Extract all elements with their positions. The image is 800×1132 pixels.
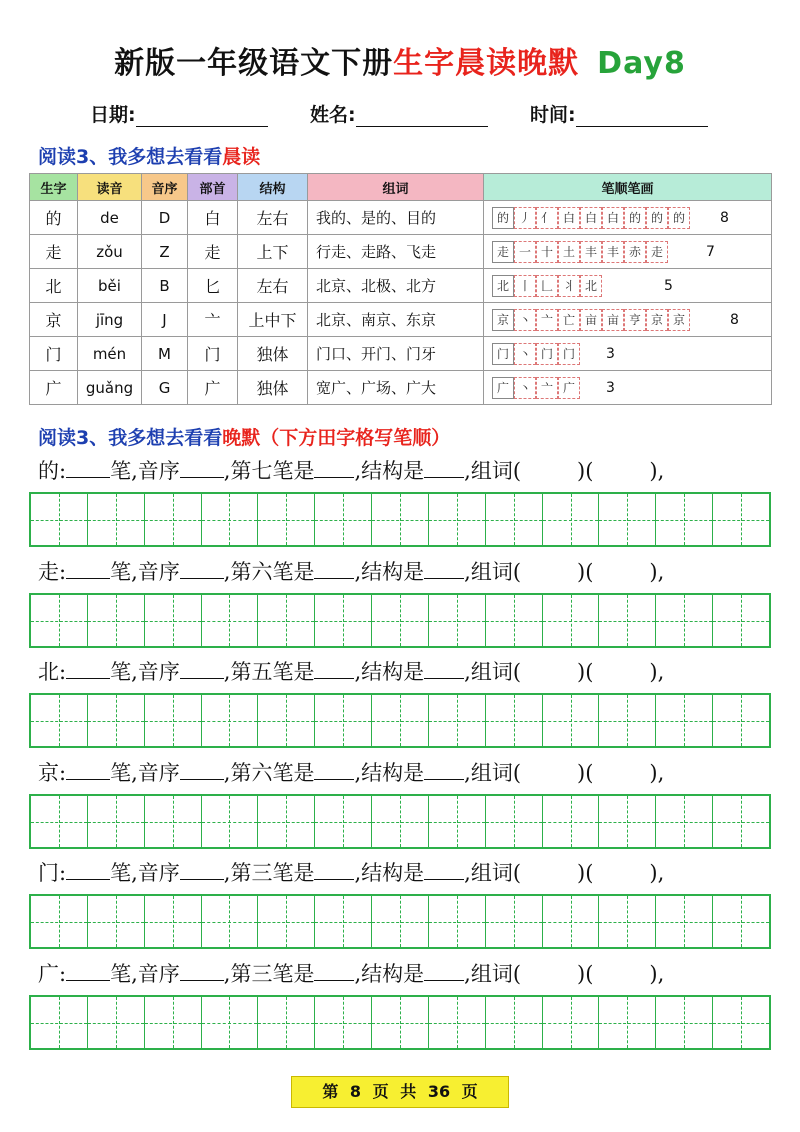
blank-seq[interactable] [180, 857, 224, 880]
section1-prefix: 阅读3、我多想去看看 [38, 146, 223, 168]
header-seq: 音序 [142, 174, 188, 201]
tianzige-cell[interactable] [713, 997, 769, 1048]
title-part1: 新版一年级语文下册 [114, 46, 394, 81]
stroke-box: 丿 [514, 207, 536, 229]
tianzige-cell[interactable] [202, 796, 259, 847]
cell-seq: B [142, 269, 188, 303]
blank-structure[interactable] [424, 757, 464, 780]
cell-char: 北 [30, 269, 78, 303]
tianzige-cell[interactable] [656, 595, 713, 646]
table-row [30, 303, 772, 337]
cell-stroke-order [484, 371, 772, 405]
tianzige-cell[interactable] [88, 595, 145, 646]
title-part2: 生字晨读晚默 [393, 46, 580, 81]
stroke-box: 北 [580, 275, 602, 297]
table-header-row [30, 174, 772, 201]
tianzige-cell[interactable] [88, 695, 145, 746]
stroke-box: 的 [646, 207, 668, 229]
tianzige-cell[interactable] [258, 796, 315, 847]
stroke-box: 亩 [602, 309, 624, 331]
stroke-box: 赤 [624, 241, 646, 263]
section1-highlight: 晨读 [222, 146, 261, 168]
label-colon: : [59, 660, 67, 684]
stroke-box: 一 [514, 241, 536, 263]
label-words: ,组词( [464, 861, 522, 885]
tianzige-cell[interactable] [202, 595, 259, 646]
tianzige-cell[interactable] [486, 896, 543, 947]
stroke-box: 亡 [558, 309, 580, 331]
stroke-box: 广 [492, 377, 514, 399]
cell-char: 的 [30, 201, 78, 235]
cell-pinyin: de [78, 201, 142, 235]
cell-seq: M [142, 337, 188, 371]
blank-stroke-count[interactable] [66, 556, 110, 579]
label-strokes: 笔,音序 [110, 761, 180, 785]
blank-stroke-count[interactable] [66, 958, 110, 981]
stroke-box: 亨 [624, 309, 646, 331]
cell-words: 门口、开门、门牙 [308, 337, 484, 371]
cell-pinyin: mén [78, 337, 142, 371]
tianzige-cell[interactable] [258, 997, 315, 1048]
cell-words: 我的、是的、目的 [308, 201, 484, 235]
label-structure: ,结构是 [354, 459, 425, 483]
tianzige-cell[interactable] [372, 695, 429, 746]
date-field[interactable] [90, 100, 268, 127]
name-label: 姓名: [310, 104, 356, 126]
title-day: Day8 [597, 46, 686, 81]
tianzige-cell[interactable] [713, 494, 769, 545]
stroke-box: 亻 [536, 207, 558, 229]
blank-structure[interactable] [424, 958, 464, 981]
table-row [30, 371, 772, 405]
label-strokes: 笔,音序 [110, 660, 180, 684]
label-words: ,组词( [464, 459, 522, 483]
stroke-box: 丨 [514, 275, 536, 297]
name-blank[interactable] [356, 104, 488, 127]
label-nth-stroke: 第七笔是 [230, 459, 315, 483]
time-blank[interactable] [576, 104, 708, 127]
tianzige-cell[interactable] [372, 896, 429, 947]
section-evening-heading [38, 423, 450, 450]
tianzige-cell[interactable] [315, 595, 372, 646]
blank-seq[interactable] [180, 757, 224, 780]
character-table [29, 173, 772, 405]
cell-radical: 亠 [188, 303, 238, 337]
blank-nth-stroke[interactable] [314, 556, 354, 579]
cell-seq: G [142, 371, 188, 405]
tianzige-cell[interactable] [315, 896, 372, 947]
label-paren-end: ), [649, 861, 665, 885]
cell-stroke-order [484, 337, 772, 371]
stroke-box: 京 [668, 309, 690, 331]
tianzige-cell[interactable] [31, 695, 88, 746]
blank-structure[interactable] [424, 556, 464, 579]
tianzige-cell[interactable] [315, 494, 372, 545]
cell-stroke-order [484, 235, 772, 269]
tianzige-cell[interactable] [145, 796, 202, 847]
label-strokes: 笔,音序 [110, 861, 180, 885]
label-paren-mid: )( [577, 962, 594, 986]
table-row [30, 201, 772, 235]
stroke-box: 土 [558, 241, 580, 263]
tianzige-cell[interactable] [656, 796, 713, 847]
tianzige-cell[interactable] [713, 595, 769, 646]
blank-stroke-count[interactable] [66, 656, 110, 679]
label-paren-mid: )( [577, 761, 594, 785]
cell-char: 广 [30, 371, 78, 405]
label-paren-end: ), [649, 660, 665, 684]
label-comma: , [223, 560, 231, 584]
page-title [0, 38, 800, 82]
stroke-box: 丶 [514, 309, 536, 331]
footer-text-4: 页 [461, 1082, 478, 1101]
label-nth-stroke: 第六笔是 [230, 560, 315, 584]
tianzige-cell[interactable] [202, 997, 259, 1048]
cell-words: 宽广、广场、广大 [308, 371, 484, 405]
tianzige-cell[interactable] [258, 695, 315, 746]
table-row [30, 235, 772, 269]
footer-page-number: 8 [349, 1082, 362, 1101]
cell-structure: 独体 [238, 337, 308, 371]
tianzige-cell[interactable] [88, 997, 145, 1048]
stroke-box: 丶 [514, 377, 536, 399]
header-structure: 结构 [238, 174, 308, 201]
label-structure: ,结构是 [354, 660, 425, 684]
label-paren-mid: )( [577, 861, 594, 885]
label-paren-end: ), [649, 962, 665, 986]
practice-question [38, 857, 664, 887]
tianzige-cell[interactable] [486, 494, 543, 545]
cell-radical: 门 [188, 337, 238, 371]
stroke-count: 5 [664, 278, 673, 294]
tianzige-cell[interactable] [429, 695, 486, 746]
footer-text-3: 共 [400, 1082, 417, 1101]
practice-char: 广 [38, 962, 59, 986]
stroke-box: 走 [646, 241, 668, 263]
blank-stroke-count[interactable] [66, 455, 110, 478]
blank-nth-stroke[interactable] [314, 656, 354, 679]
label-structure: ,结构是 [354, 861, 425, 885]
tianzige-cell[interactable] [145, 595, 202, 646]
cell-char: 京 [30, 303, 78, 337]
tianzige-cell[interactable] [372, 997, 429, 1048]
tianzige-cell[interactable] [656, 494, 713, 545]
time-field[interactable] [530, 100, 708, 127]
label-strokes: 笔,音序 [110, 962, 180, 986]
footer-text-1: 第 [322, 1082, 339, 1101]
label-nth-stroke: 第五笔是 [230, 660, 315, 684]
stroke-box: 亠 [536, 309, 558, 331]
tianzige-cell[interactable] [315, 695, 372, 746]
date-label: 日期: [90, 104, 136, 126]
label-structure: ,结构是 [354, 962, 425, 986]
stroke-box: 的 [668, 207, 690, 229]
cell-pinyin: běi [78, 269, 142, 303]
tianzige-cell[interactable] [372, 796, 429, 847]
tianzige-cell[interactable] [31, 595, 88, 646]
practice-question [38, 757, 664, 787]
stroke-box: 丬 [558, 275, 580, 297]
cell-char: 走 [30, 235, 78, 269]
label-comma: , [223, 761, 231, 785]
cell-radical: 广 [188, 371, 238, 405]
cell-words: 行走、走路、飞走 [308, 235, 484, 269]
stroke-box: 的 [624, 207, 646, 229]
tianzige-cell[interactable] [486, 796, 543, 847]
blank-seq[interactable] [180, 958, 224, 981]
tianzige-cell[interactable] [543, 796, 600, 847]
tianzige-cell[interactable] [599, 896, 656, 947]
label-structure: ,结构是 [354, 761, 425, 785]
label-words: ,组词( [464, 660, 522, 684]
practice-question [38, 656, 664, 686]
tianzige-cell[interactable] [599, 695, 656, 746]
time-label: 时间: [530, 104, 576, 126]
blank-nth-stroke[interactable] [314, 857, 354, 880]
tianzige-cell[interactable] [543, 494, 600, 545]
page-footer [291, 1076, 509, 1108]
tianzige-cell[interactable] [713, 896, 769, 947]
practice-char: 京 [38, 761, 59, 785]
tianzige-cell[interactable] [315, 796, 372, 847]
tianzige-cell[interactable] [429, 997, 486, 1048]
label-comma: , [223, 459, 231, 483]
tianzige-cell[interactable] [543, 997, 600, 1048]
tianzige-cell[interactable] [145, 494, 202, 545]
label-colon: : [59, 560, 67, 584]
label-structure: ,结构是 [354, 560, 425, 584]
stroke-count: 7 [706, 244, 715, 260]
cell-seq: Z [142, 235, 188, 269]
tianzige-cell[interactable] [315, 997, 372, 1048]
label-strokes: 笔,音序 [110, 459, 180, 483]
tianzige-cell[interactable] [258, 494, 315, 545]
blank-structure[interactable] [424, 656, 464, 679]
header-char: 生字 [30, 174, 78, 201]
label-comma: , [223, 660, 231, 684]
tianzige-cell[interactable] [713, 796, 769, 847]
stroke-box: 白 [558, 207, 580, 229]
footer-total-pages: 36 [427, 1082, 451, 1101]
label-nth-stroke: 第三笔是 [230, 962, 315, 986]
blank-stroke-count[interactable] [66, 757, 110, 780]
tianzige-cell[interactable] [145, 695, 202, 746]
label-words: ,组词( [464, 761, 522, 785]
stroke-box: 丶 [514, 343, 536, 365]
stroke-box: 丰 [602, 241, 624, 263]
tianzige-cell[interactable] [258, 896, 315, 947]
tianzige-cell[interactable] [372, 494, 429, 545]
tianzige-cell[interactable] [656, 997, 713, 1048]
header-pinyin: 读音 [78, 174, 142, 201]
stroke-box: 门 [536, 343, 558, 365]
cell-pinyin: zǒu [78, 235, 142, 269]
stroke-box: 京 [492, 309, 514, 331]
section2-highlight: 晚默（下方田字格写笔顺） [222, 427, 451, 449]
tianzige-cell[interactable] [31, 997, 88, 1048]
label-words: ,组词( [464, 962, 522, 986]
stroke-box: 十 [536, 241, 558, 263]
info-line [0, 100, 800, 130]
header-strokes: 笔顺笔画 [484, 174, 772, 201]
label-strokes: 笔,音序 [110, 560, 180, 584]
name-field[interactable] [310, 100, 488, 127]
stroke-box: 丰 [580, 241, 602, 263]
blank-seq[interactable] [180, 556, 224, 579]
tianzige-grid [29, 492, 771, 547]
tianzige-cell[interactable] [31, 796, 88, 847]
tianzige-cell[interactable] [429, 796, 486, 847]
tianzige-cell[interactable] [486, 695, 543, 746]
label-comma: , [223, 962, 231, 986]
blank-structure[interactable] [424, 455, 464, 478]
blank-nth-stroke[interactable] [314, 455, 354, 478]
tianzige-cell[interactable] [88, 896, 145, 947]
practice-question [38, 958, 664, 988]
cell-structure: 上下 [238, 235, 308, 269]
cell-structure: 上中下 [238, 303, 308, 337]
label-colon: : [59, 962, 67, 986]
blank-seq[interactable] [180, 455, 224, 478]
practice-char: 走 [38, 560, 59, 584]
cell-radical: 走 [188, 235, 238, 269]
cell-radical: 匕 [188, 269, 238, 303]
cell-pinyin: jīng [78, 303, 142, 337]
blank-nth-stroke[interactable] [314, 958, 354, 981]
tianzige-cell[interactable] [543, 896, 600, 947]
stroke-count: 3 [606, 346, 615, 362]
tianzige-grid [29, 693, 771, 748]
blank-seq[interactable] [180, 656, 224, 679]
table-row [30, 337, 772, 371]
cell-structure: 左右 [238, 201, 308, 235]
tianzige-cell[interactable] [429, 494, 486, 545]
stroke-box: 亠 [536, 377, 558, 399]
cell-structure: 独体 [238, 371, 308, 405]
tianzige-cell[interactable] [486, 997, 543, 1048]
tianzige-grid [29, 593, 771, 648]
stroke-box: 广 [558, 377, 580, 399]
tianzige-cell[interactable] [429, 595, 486, 646]
label-colon: : [59, 861, 67, 885]
footer-text-2: 页 [372, 1082, 389, 1101]
label-comma: , [223, 861, 231, 885]
label-paren-end: ), [649, 560, 665, 584]
label-paren-end: ), [649, 459, 665, 483]
tianzige-cell[interactable] [429, 896, 486, 947]
tianzige-cell[interactable] [88, 494, 145, 545]
tianzige-grid [29, 794, 771, 849]
label-paren-end: ), [649, 761, 665, 785]
practice-question [38, 455, 664, 485]
tianzige-cell[interactable] [202, 896, 259, 947]
cell-stroke-order [484, 303, 772, 337]
cell-seq: D [142, 201, 188, 235]
label-paren-mid: )( [577, 560, 594, 584]
stroke-box: 北 [492, 275, 514, 297]
tianzige-cell[interactable] [31, 494, 88, 545]
label-colon: : [59, 761, 67, 785]
label-colon: : [59, 459, 67, 483]
tianzige-cell[interactable] [486, 595, 543, 646]
tianzige-cell[interactable] [543, 595, 600, 646]
cell-stroke-order [484, 269, 772, 303]
header-words: 组词 [308, 174, 484, 201]
cell-structure: 左右 [238, 269, 308, 303]
stroke-box: 的 [492, 207, 514, 229]
table-row [30, 269, 772, 303]
stroke-count: 8 [720, 210, 729, 226]
cell-char: 门 [30, 337, 78, 371]
stroke-box: 走 [492, 241, 514, 263]
tianzige-cell[interactable] [145, 997, 202, 1048]
stroke-box: 白 [602, 207, 624, 229]
tianzige-cell[interactable] [258, 595, 315, 646]
blank-nth-stroke[interactable] [314, 757, 354, 780]
cell-radical: 白 [188, 201, 238, 235]
tianzige-cell[interactable] [599, 796, 656, 847]
date-blank[interactable] [136, 104, 268, 127]
stroke-box: 门 [492, 343, 514, 365]
tianzige-cell[interactable] [599, 997, 656, 1048]
stroke-box: 𠃊 [536, 275, 558, 297]
tianzige-cell[interactable] [713, 695, 769, 746]
tianzige-cell[interactable] [372, 595, 429, 646]
stroke-box: 白 [580, 207, 602, 229]
label-paren-mid: )( [577, 459, 594, 483]
practice-question [38, 556, 664, 586]
cell-seq: J [142, 303, 188, 337]
tianzige-cell[interactable] [656, 695, 713, 746]
stroke-count: 8 [730, 312, 739, 328]
blank-stroke-count[interactable] [66, 857, 110, 880]
tianzige-cell[interactable] [202, 695, 259, 746]
tianzige-cell[interactable] [656, 896, 713, 947]
tianzige-grid [29, 995, 771, 1050]
tianzige-cell[interactable] [31, 896, 88, 947]
tianzige-cell[interactable] [599, 494, 656, 545]
tianzige-cell[interactable] [543, 695, 600, 746]
tianzige-cell[interactable] [88, 796, 145, 847]
section2-prefix: 阅读3、我多想去看看 [38, 427, 223, 449]
tianzige-cell[interactable] [599, 595, 656, 646]
practice-char: 的 [38, 459, 59, 483]
cell-words: 北京、北极、北方 [308, 269, 484, 303]
stroke-box: 亩 [580, 309, 602, 331]
header-radical: 部首 [188, 174, 238, 201]
cell-words: 北京、南京、东京 [308, 303, 484, 337]
cell-pinyin: guǎng [78, 371, 142, 405]
tianzige-grid [29, 894, 771, 949]
label-words: ,组词( [464, 560, 522, 584]
section-morning-heading [38, 142, 260, 169]
cell-stroke-order [484, 201, 772, 235]
stroke-box: 京 [646, 309, 668, 331]
stroke-count: 3 [606, 380, 615, 396]
label-paren-mid: )( [577, 660, 594, 684]
blank-structure[interactable] [424, 857, 464, 880]
tianzige-cell[interactable] [202, 494, 259, 545]
tianzige-cell[interactable] [145, 896, 202, 947]
label-nth-stroke: 第六笔是 [230, 761, 315, 785]
practice-char: 北 [38, 660, 59, 684]
stroke-box: 门 [558, 343, 580, 365]
label-nth-stroke: 第三笔是 [230, 861, 315, 885]
practice-char: 门 [38, 861, 59, 885]
